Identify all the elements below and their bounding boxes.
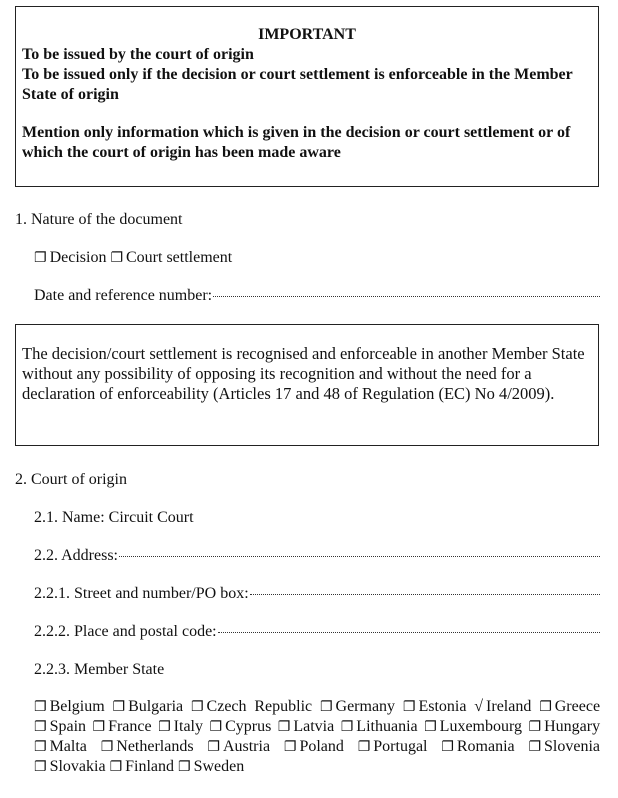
member-state-name: Greece: [554, 698, 601, 715]
address-label: 2.2. Address:: [34, 547, 118, 564]
checkbox-icon: ❐: [207, 739, 220, 755]
checkbox-icon: ❐: [357, 739, 371, 755]
important-line-1: To be issued by the court of origin: [22, 46, 254, 63]
member-state-name: Lithuania: [356, 718, 418, 735]
place-label: 2.2.2. Place and postal code:: [34, 623, 217, 640]
checkbox-icon: ❐: [34, 739, 47, 755]
street-label: 2.2.1. Street and number/PO box:: [34, 585, 249, 602]
member-state-option[interactable]: [207, 738, 270, 755]
check-mark-icon: √: [474, 698, 484, 715]
member-state-name: Bulgaria: [128, 698, 184, 715]
member-state-option[interactable]: [210, 718, 272, 735]
member-state-option[interactable]: [93, 718, 152, 735]
date-reference-label: Date and reference number:: [34, 287, 213, 304]
member-state-name: Romania: [456, 738, 515, 755]
member-state-name: Luxembourg: [439, 718, 523, 735]
place-dotted-line[interactable]: [218, 632, 600, 633]
checkbox-icon: ❐: [158, 719, 171, 735]
member-state-name: Poland: [299, 738, 344, 755]
checkbox-icon: ❐: [441, 739, 454, 755]
checkbox-icon: ❐: [283, 739, 297, 755]
member-state-name: Hungary: [544, 718, 601, 735]
section-1-heading: 1. Nature of the document: [15, 211, 183, 228]
member-state-option[interactable]: [403, 698, 467, 715]
street-field[interactable]: [34, 584, 600, 604]
checkbox-icon: ❐: [402, 699, 416, 715]
checkbox-icon: ❐: [424, 719, 437, 735]
member-state-name: Latvia: [293, 718, 335, 735]
checkbox-icon: ❐: [34, 699, 47, 715]
member-state-name: Slovakia: [49, 758, 106, 775]
member-state-option[interactable]: [101, 738, 194, 755]
court-name: 2.1. Name: Circuit Court: [34, 509, 194, 526]
settlement-label: Court settlement: [126, 249, 233, 266]
member-state-name: Germany: [335, 698, 396, 715]
checkbox-icon: ❐: [539, 699, 552, 715]
member-state-name: Finland: [125, 758, 175, 775]
member-state-option[interactable]: [34, 738, 87, 755]
checkbox-icon: ❐: [277, 719, 291, 735]
checkbox-icon: ❐: [340, 719, 354, 735]
important-line-2: To be issued only if the decision or court settlement is enforceable in the Member State of origin: [22, 66, 573, 103]
member-state-name: Sweden: [193, 758, 245, 775]
nature-checkbox-row: [34, 248, 232, 268]
member-state-option[interactable]: [178, 758, 244, 775]
checkbox-icon: ❐: [178, 759, 191, 775]
member-state-option[interactable]: [424, 718, 522, 735]
member-state-label: 2.2.3. Member State: [34, 661, 165, 678]
decision-checkbox[interactable]: [34, 249, 106, 266]
checkbox-icon: ❐: [110, 250, 123, 266]
member-state-name: Estonia: [418, 698, 467, 715]
important-line-3: Mention only information which is given in the decision or court settlement or of which the court of origin has been made aware: [22, 124, 571, 161]
member-state-option[interactable]: [278, 718, 334, 735]
checkbox-icon: ❐: [528, 719, 542, 735]
member-state-option[interactable]: [34, 758, 106, 775]
member-state-name: Belgium: [49, 698, 105, 715]
checkbox-icon: ❐: [34, 759, 47, 775]
member-state-option[interactable]: [341, 718, 418, 735]
member-state-option[interactable]: [113, 698, 184, 715]
member-state-name: Ireland: [486, 698, 532, 715]
checkbox-icon: ❐: [109, 759, 123, 775]
checkbox-icon: ❐: [319, 699, 333, 715]
member-state-option[interactable]: [191, 698, 312, 715]
member-state-name: Czech Republic: [206, 698, 313, 715]
member-state-name: Slovenia: [544, 738, 600, 755]
member-state-option[interactable]: [34, 718, 86, 735]
enforceability-notice-text: The decision/court settlement is recognised and enforceable in another Member State without any possibility of opposing its recognition and without the need for a declaration of enforceability (Articles 17 and 48 of Regulation (EC) No 4/2009).: [22, 344, 585, 403]
member-state-option[interactable]: [539, 698, 600, 715]
member-state-option[interactable]: [158, 718, 203, 735]
checkbox-icon: ❐: [112, 699, 126, 715]
member-state-name: Austria: [222, 738, 271, 755]
checkbox-icon: ❐: [209, 719, 223, 735]
member-state-name: Portugal: [373, 738, 428, 755]
member-state-option[interactable]: [110, 758, 174, 775]
checkbox-icon: ❐: [34, 250, 47, 266]
enforceability-notice-box: [15, 324, 599, 446]
member-state-option[interactable]: [358, 738, 428, 755]
address-dotted-line[interactable]: [119, 556, 600, 557]
date-reference-field[interactable]: [34, 286, 600, 306]
member-state-name: Italy: [173, 718, 203, 735]
member-state-name: Cyprus: [225, 718, 272, 735]
member-state-option[interactable]: [529, 718, 601, 735]
member-state-name: France: [108, 718, 152, 735]
member-state-name: Netherlands: [116, 738, 194, 755]
checkbox-icon: ❐: [190, 699, 204, 715]
important-title: IMPORTANT: [258, 26, 356, 43]
checkbox-icon: ❐: [100, 739, 114, 755]
street-dotted-line[interactable]: [250, 594, 600, 595]
important-notice-box: [15, 6, 599, 187]
settlement-checkbox[interactable]: [110, 249, 232, 266]
place-field[interactable]: [34, 622, 600, 642]
date-reference-dotted-line[interactable]: [213, 296, 600, 297]
member-state-option[interactable]: [320, 698, 395, 715]
member-state-option[interactable]: [34, 698, 105, 715]
section-2-heading: 2. Court of origin: [15, 471, 127, 488]
member-state-option[interactable]: [284, 738, 344, 755]
member-state-name: Spain: [49, 718, 87, 735]
member-state-option[interactable]: [474, 698, 531, 715]
address-field[interactable]: [34, 546, 600, 566]
checkbox-icon: ❐: [528, 739, 541, 755]
member-state-name: Malta: [49, 738, 87, 755]
member-state-option[interactable]: [528, 738, 600, 755]
decision-label: Decision: [49, 249, 107, 266]
member-state-option[interactable]: [441, 738, 514, 755]
checkbox-icon: ❐: [34, 719, 47, 735]
member-state-options: [34, 697, 600, 777]
checkbox-icon: ❐: [92, 719, 106, 735]
